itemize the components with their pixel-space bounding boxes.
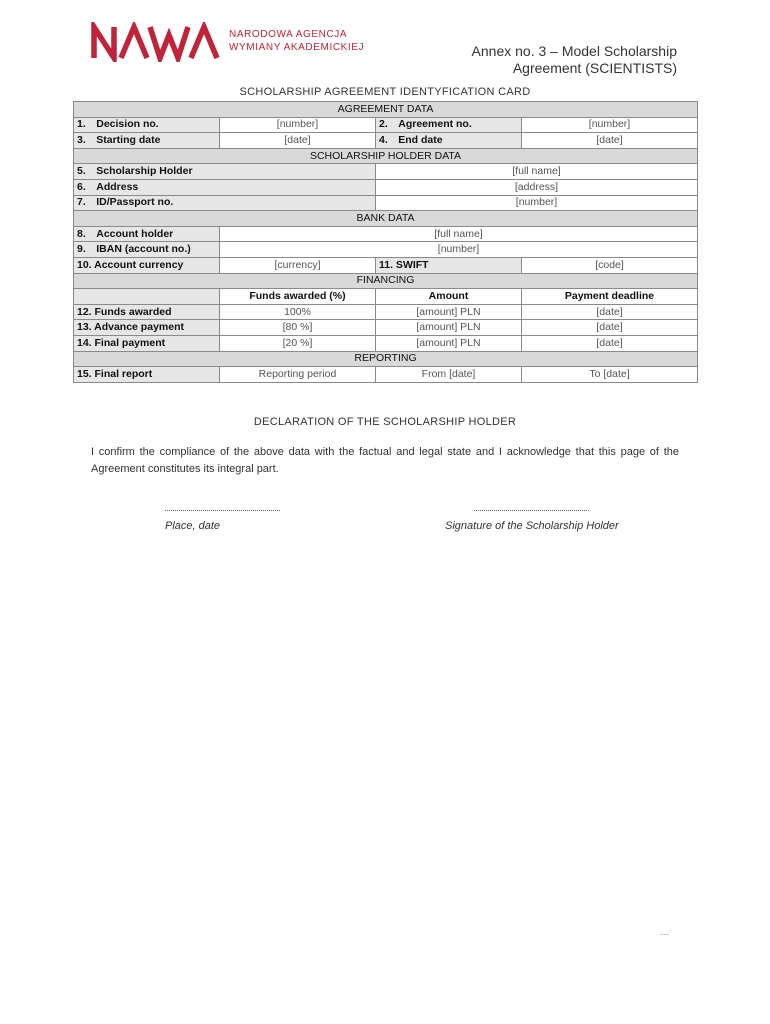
financing-heading: FINANCING <box>74 273 698 289</box>
nawa-logo <box>90 22 220 62</box>
declaration-text: I confirm the compliance of the above data with the factual and legal state and I acknowledge that this page of the Agreement constitutes its integral part. <box>91 446 679 475</box>
table-row <box>74 148 698 164</box>
card-title: SCHOLARSHIP AGREEMENT IDENTYFICATION CARD <box>239 86 531 98</box>
table-row <box>74 117 698 133</box>
starting-date-value: [date] <box>220 133 376 149</box>
iban-label: 9. IBAN (account no.) <box>74 242 220 258</box>
signature-block <box>445 510 619 532</box>
table-row <box>74 242 698 258</box>
account-holder-label: 8. Account holder <box>74 226 220 242</box>
page-mark: __· <box>660 926 672 935</box>
final-report-label: 15. Final report <box>74 367 220 383</box>
annex-line-2: Agreement (SCIENTISTS) <box>512 60 677 76</box>
table-row <box>74 164 698 180</box>
table-row <box>74 179 698 195</box>
final-payment-deadline: [date] <box>522 335 698 351</box>
advance-payment-amount: [amount] PLN <box>376 320 522 336</box>
bank-data-heading: BANK DATA <box>74 211 698 227</box>
table-row <box>74 211 698 227</box>
declaration-title: DECLARATION OF THE SCHOLARSHIP HOLDER <box>253 416 517 428</box>
table-row <box>74 273 698 289</box>
id-passport-label: 7. ID/Passport no. <box>74 195 376 211</box>
id-passport-value: [number] <box>376 195 698 211</box>
payment-deadline-column-header: Payment deadline <box>522 289 698 305</box>
funds-awarded-amount: [amount] PLN <box>376 304 522 320</box>
agency-name <box>229 28 364 54</box>
table-row <box>74 320 698 336</box>
final-payment-label: 14. Final payment <box>74 335 220 351</box>
place-date-line <box>165 510 280 511</box>
agency-line-2: WYMIANY AKADEMICKIEJ <box>229 42 365 53</box>
end-date-label: 4. End date <box>376 133 522 149</box>
swift-value: [code] <box>522 257 698 273</box>
swift-label: 11. SWIFT <box>376 257 522 273</box>
place-date-label: Place, date <box>165 520 221 532</box>
account-holder-value: [full name] <box>220 226 698 242</box>
funds-awarded-deadline: [date] <box>522 304 698 320</box>
address-label: 6. Address <box>74 179 376 195</box>
decision-no-value: [number] <box>220 117 376 133</box>
account-currency-label: 10. Account currency <box>74 257 220 273</box>
final-payment-percent: [20 %] <box>220 335 376 351</box>
table-row <box>74 304 698 320</box>
place-date-block <box>165 510 280 532</box>
amount-column-header: Amount <box>376 289 522 305</box>
identification-card-table <box>73 101 698 383</box>
table-row <box>74 195 698 211</box>
agency-line-1: NARODOWA AGENCJA <box>229 29 348 40</box>
advance-payment-deadline: [date] <box>522 320 698 336</box>
funds-awarded-column-header: Funds awarded (%) <box>220 289 376 305</box>
agreement-no-label: 2. Agreement no. <box>376 117 522 133</box>
financing-corner-cell <box>74 289 220 305</box>
end-date-value: [date] <box>522 133 698 149</box>
advance-payment-percent: [80 %] <box>220 320 376 336</box>
agreement-data-heading: AGREEMENT DATA <box>74 102 698 118</box>
holder-data-heading: SCHOLARSHIP HOLDER DATA <box>74 148 698 164</box>
starting-date-label: 3. Starting date <box>74 133 220 149</box>
reporting-to-date: To [date] <box>522 367 698 383</box>
funds-awarded-percent: 100% <box>220 304 376 320</box>
reporting-from-date: From [date] <box>376 367 522 383</box>
table-row <box>74 257 698 273</box>
address-value: [address] <box>376 179 698 195</box>
table-row <box>74 335 698 351</box>
iban-value: [number] <box>220 242 698 258</box>
agreement-no-value: [number] <box>522 117 698 133</box>
reporting-heading: REPORTING <box>74 351 698 367</box>
final-payment-amount: [amount] PLN <box>376 335 522 351</box>
funds-awarded-label: 12. Funds awarded <box>74 304 220 320</box>
table-row <box>74 367 698 383</box>
annex-title <box>472 43 677 77</box>
scholarship-holder-value: [full name] <box>376 164 698 180</box>
signature-line <box>474 510 589 511</box>
table-row <box>74 351 698 367</box>
table-row <box>74 133 698 149</box>
table-row <box>74 226 698 242</box>
advance-payment-label: 13. Advance payment <box>74 320 220 336</box>
signature-label: Signature of the Scholarship Holder <box>445 520 619 532</box>
table-row <box>74 289 698 305</box>
decision-no-label: 1. Decision no. <box>74 117 220 133</box>
account-currency-value: [currency] <box>220 257 376 273</box>
table-row <box>74 102 698 118</box>
reporting-period: Reporting period <box>220 367 376 383</box>
annex-line-1: Annex no. 3 – Model Scholarship <box>471 43 677 59</box>
scholarship-holder-label: 5. Scholarship Holder <box>74 164 376 180</box>
